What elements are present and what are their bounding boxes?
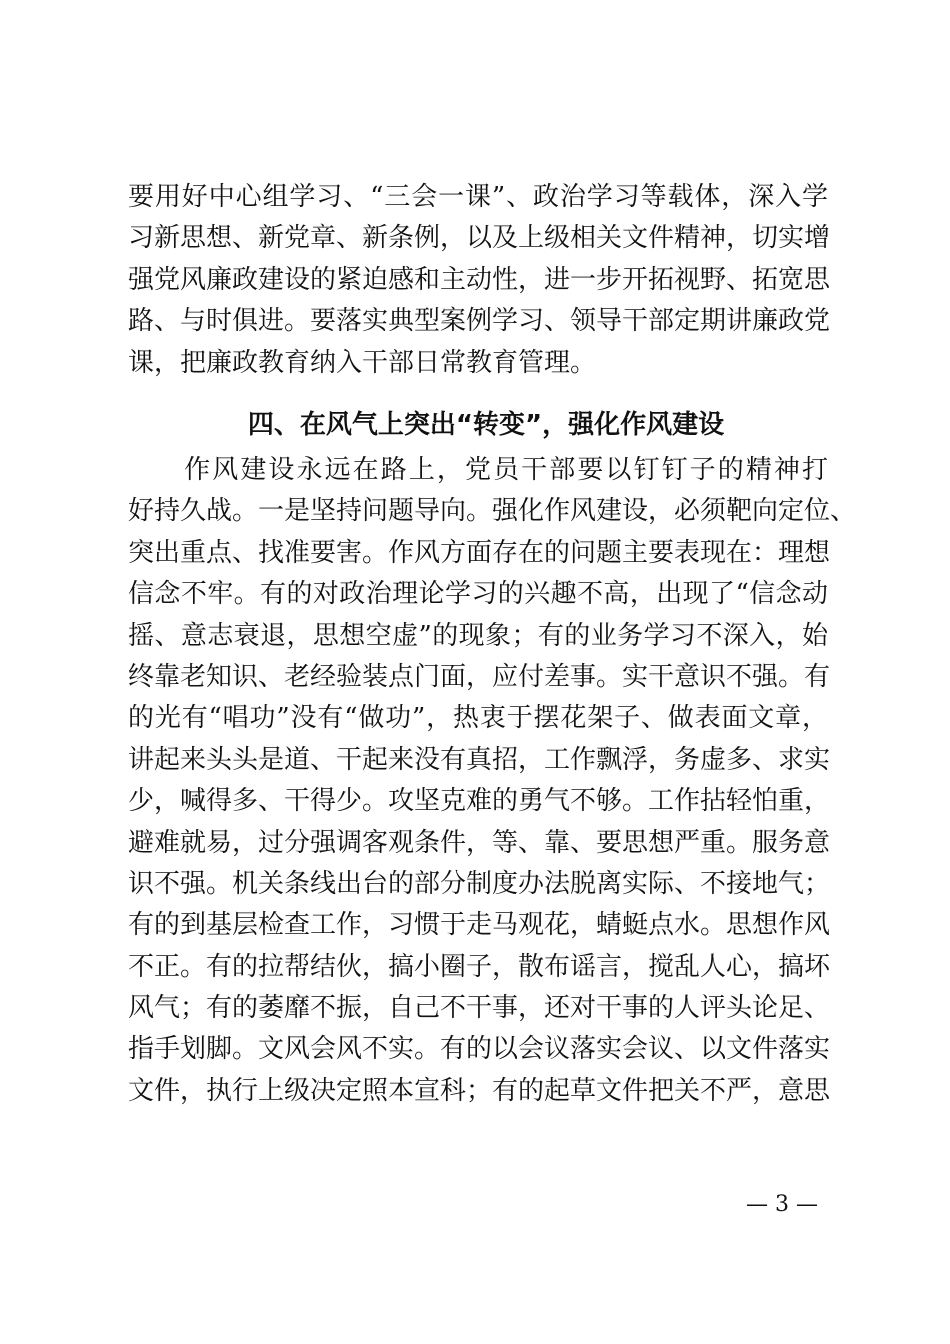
paragraph-2-line: 避难就易，过分强调客观条件，等、靠、要思想严重。服务意 xyxy=(128,827,831,858)
paragraph-2-line: 摇、意志衰退，思想空虚”的现象；有的业务学习不深入，始 xyxy=(128,620,828,651)
paragraph-1-line: 习新思想、新党章、新条例，以及上级相关文件精神，切实增 xyxy=(128,223,831,254)
section-heading: 四、在风气上突出“转变”，强化作风建设 xyxy=(247,410,725,440)
paragraph-2-line: 信念不牢。有的对政治理论学习的兴趣不高，出现了“信念动 xyxy=(128,579,828,610)
page-number: — 3 — xyxy=(746,1192,818,1217)
paragraph-2 xyxy=(128,450,857,1112)
paragraph-2-line: 作风建设永远在路上，党员干部要以钉钉子的精神打 xyxy=(128,455,828,485)
paragraph-2-line: 风气；有的萎靡不振，自己不干事，还对干事的人评头论足、 xyxy=(128,993,831,1024)
paragraph-2-line: 少，喊得多、干得少。攻坚克难的勇气不够。工作拈轻怕重， xyxy=(128,786,831,817)
paragraph-2-line: 突出重点、找准要害。作风方面存在的问题主要表现在：理想 xyxy=(128,537,831,568)
paragraph-2-line: 的光有“唱功”没有“做功”，热衷于摆花架子、做表面文章， xyxy=(128,703,828,734)
paragraph-2-line: 识不强。机关条线出台的部分制度办法脱离实际、不接地气； xyxy=(128,868,831,899)
paragraph-2-line: 指手划脚。文风会风不实。有的以会议落实会议、以文件落实 xyxy=(128,1034,831,1065)
paragraph-1-line: 课，把廉政教育纳入干部日常教育管理。 xyxy=(128,347,597,378)
paragraph-1-line: 强党风廉政建设的紧迫感和主动性，进一步开拓视野、拓宽思 xyxy=(128,264,831,295)
paragraph-1-line: 要用好中心组学习、“三会一课”、政治学习等载体，深入学 xyxy=(128,182,828,212)
paragraph-2-line: 好持久战。一是坚持问题导向。强化作风建设，必须靶向定位、 xyxy=(128,496,857,527)
paragraph-1 xyxy=(128,177,831,384)
paragraph-2-line: 讲起来头头是道、干起来没有真招，工作飘浮，务虚多、求实 xyxy=(128,744,831,775)
paragraph-2-line: 终靠老知识、老经验装点门面，应付差事。实干意识不强。有 xyxy=(128,661,831,692)
paragraph-2-line: 有的到基层检查工作，习惯于走马观花，蜻蜓点水。思想作风 xyxy=(128,910,831,941)
paragraph-2-line: 不正。有的拉帮结伙，搞小圈子，散布谣言，搅乱人心，搞坏 xyxy=(128,951,831,982)
paragraph-1-line: 路、与时俱进。要落实典型案例学习、领导干部定期讲廉政党 xyxy=(128,306,831,337)
paragraph-2-line: 文件，执行上级决定照本宣科；有的起草文件把关不严，意思 xyxy=(128,1075,831,1106)
